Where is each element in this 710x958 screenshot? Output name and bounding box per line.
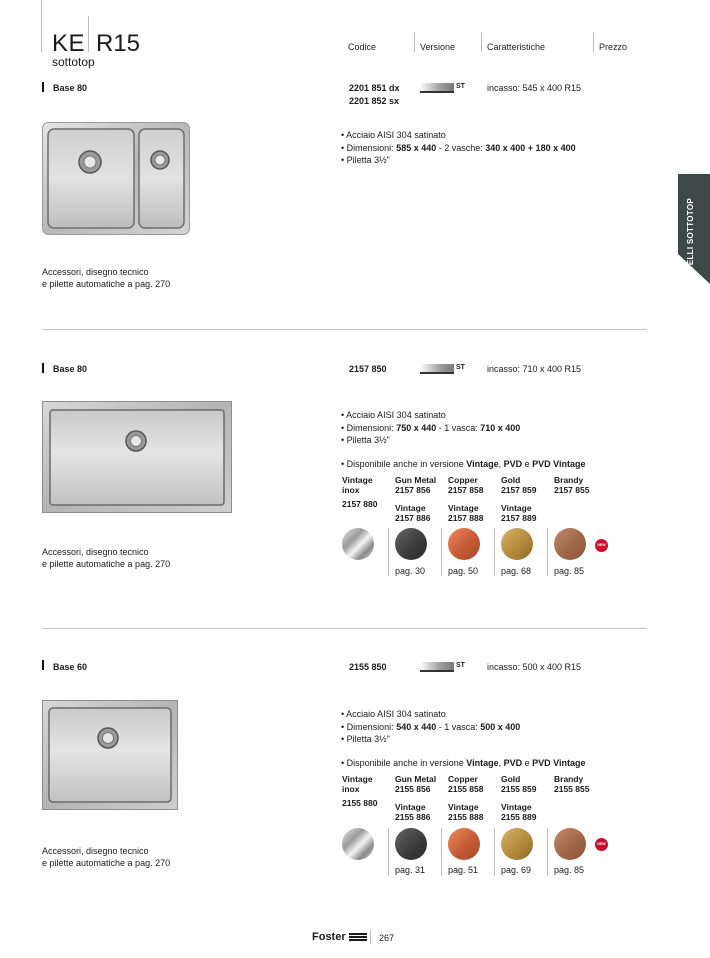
- variant-copper: Copper 2157 858 Vintage 2157 888: [448, 475, 484, 523]
- column-divider: [441, 528, 442, 576]
- swatch-brandy: [554, 828, 586, 860]
- version-badge-label: ST: [456, 662, 465, 669]
- feature-item: • Dimensioni: 540 x 440 - 1 vasca: 500 x 400: [341, 721, 521, 732]
- model-name: R15: [96, 30, 141, 57]
- feature-list: [341, 409, 520, 447]
- section-marker: [42, 82, 44, 92]
- footer-divider: [370, 930, 371, 944]
- page-reference[interactable]: pag. 85: [554, 865, 585, 875]
- footer-logo: Foster: [312, 931, 367, 943]
- incasso-dimensions: incasso: 545 x 400 R15: [487, 83, 582, 93]
- col-divider: [481, 32, 482, 52]
- page-reference[interactable]: pag. 85: [554, 566, 585, 576]
- product-code: 2201 851 dx: [349, 83, 400, 93]
- feature-item: • Piletta 3½": [341, 734, 390, 744]
- column-divider: [547, 528, 548, 576]
- availability-note: • Disponibile anche in versione Vintage, PVD e PVD Vintage: [341, 459, 586, 469]
- variant-brandy: Brandy 2157 855: [554, 475, 590, 495]
- feature-item: • Dimensioni: 585 x 440 - 2 vasche: 340 x 400 + 180 x 400: [341, 142, 576, 153]
- accessories-note: Accessori, disegno tecnico e pilette automatiche a pag. 270: [42, 267, 171, 289]
- swatch-gold: [501, 528, 533, 560]
- variant-gold: Gold 2155 859 Vintage 2155 889: [501, 774, 537, 822]
- feature-item: • Acciaio AISI 304 satinato: [341, 410, 446, 420]
- foster-logo-stripes-icon: [349, 933, 367, 941]
- variant-vintage-inox: Vintage inox 2157 880: [342, 475, 378, 509]
- new-badge: NEW: [595, 539, 608, 552]
- variant-gun-metal: Gun Metal 2157 856 Vintage 2157 886: [395, 475, 437, 523]
- sink-image-single-bowl-large: [42, 401, 232, 513]
- col-header-features: Caratteristiche: [487, 42, 546, 52]
- brand-name: KE: [52, 30, 86, 57]
- column-divider: [494, 828, 495, 876]
- col-header-code: Codice: [348, 42, 377, 52]
- swatch-gun-metal: [395, 828, 427, 860]
- section-separator: [42, 628, 647, 629]
- feature-list: [341, 708, 520, 746]
- feature-item: • Piletta 3½": [341, 155, 390, 165]
- accessories-note: Accessori, disegno tecnico e pilette automatiche a pag. 270: [42, 547, 171, 569]
- page-reference[interactable]: pag. 69: [501, 865, 532, 875]
- product-code: 2157 850: [349, 364, 387, 374]
- swatch-vintage-inox: [342, 828, 374, 860]
- side-tab-label: LAVELLI SOTTOTOP: [686, 198, 695, 282]
- feature-item: • Dimensioni: 750 x 440 - 1 vasca: 710 x 400: [341, 422, 521, 433]
- product-code: 2201 852 sx: [349, 96, 400, 106]
- product-code: 2155 850: [349, 662, 387, 672]
- product-base-label: Base 80: [53, 83, 88, 93]
- page-reference[interactable]: pag. 51: [448, 865, 479, 875]
- product-base-label: Base 80: [53, 364, 88, 374]
- page-reference[interactable]: pag. 31: [395, 865, 426, 875]
- page-reference[interactable]: pag. 30: [395, 566, 426, 576]
- feature-item: • Piletta 3½": [341, 435, 390, 445]
- feature-item: • Acciaio AISI 304 satinato: [341, 709, 446, 719]
- column-divider: [494, 528, 495, 576]
- section-marker: [42, 660, 44, 670]
- sink-image-single-bowl: [42, 700, 178, 810]
- column-divider: [388, 828, 389, 876]
- sink-image-double-bowl: [42, 122, 190, 235]
- page-number: 267: [379, 933, 395, 943]
- swatch-vintage-inox: [342, 528, 374, 560]
- incasso-dimensions: incasso: 500 x 400 R15: [487, 662, 582, 672]
- page-reference[interactable]: pag. 68: [501, 566, 532, 576]
- page-reference[interactable]: pag. 50: [448, 566, 479, 576]
- product-base-label: Base 60: [53, 662, 88, 672]
- swatch-copper: [448, 528, 480, 560]
- swatch-copper: [448, 828, 480, 860]
- variant-gold: Gold 2157 859 Vintage 2157 889: [501, 475, 537, 523]
- swatch-gun-metal: [395, 528, 427, 560]
- new-badge: NEW: [595, 838, 608, 851]
- swatch-gold: [501, 828, 533, 860]
- col-divider: [593, 32, 594, 52]
- version-badge-label: ST: [456, 364, 465, 371]
- variant-gun-metal: Gun Metal 2155 856 Vintage 2155 886: [395, 774, 437, 822]
- page-subtitle: sottotop: [52, 55, 95, 69]
- incasso-dimensions: incasso: 710 x 400 R15: [487, 364, 582, 374]
- swatch-brandy: [554, 528, 586, 560]
- col-header-price: Prezzo: [599, 42, 628, 52]
- title-divider-mid: [88, 16, 89, 52]
- section-separator: [42, 329, 647, 330]
- variant-brandy: Brandy 2155 855: [554, 774, 590, 794]
- feature-item: • Acciaio AISI 304 satinato: [341, 130, 446, 140]
- title-divider-left: [41, 0, 42, 52]
- accessories-note: Accessori, disegno tecnico e pilette automatiche a pag. 270: [42, 846, 171, 868]
- variant-vintage-inox: Vintage inox 2155 880: [342, 774, 378, 808]
- col-divider: [414, 32, 415, 52]
- section-marker: [42, 363, 44, 373]
- col-header-version: Versione: [420, 42, 456, 52]
- column-divider: [388, 528, 389, 576]
- feature-list: [341, 129, 576, 167]
- availability-note: • Disponibile anche in versione Vintage, PVD e PVD Vintage: [341, 758, 586, 768]
- variant-copper: Copper 2155 858 Vintage 2155 888: [448, 774, 484, 822]
- column-divider: [547, 828, 548, 876]
- column-divider: [441, 828, 442, 876]
- version-badge-label: ST: [456, 83, 465, 90]
